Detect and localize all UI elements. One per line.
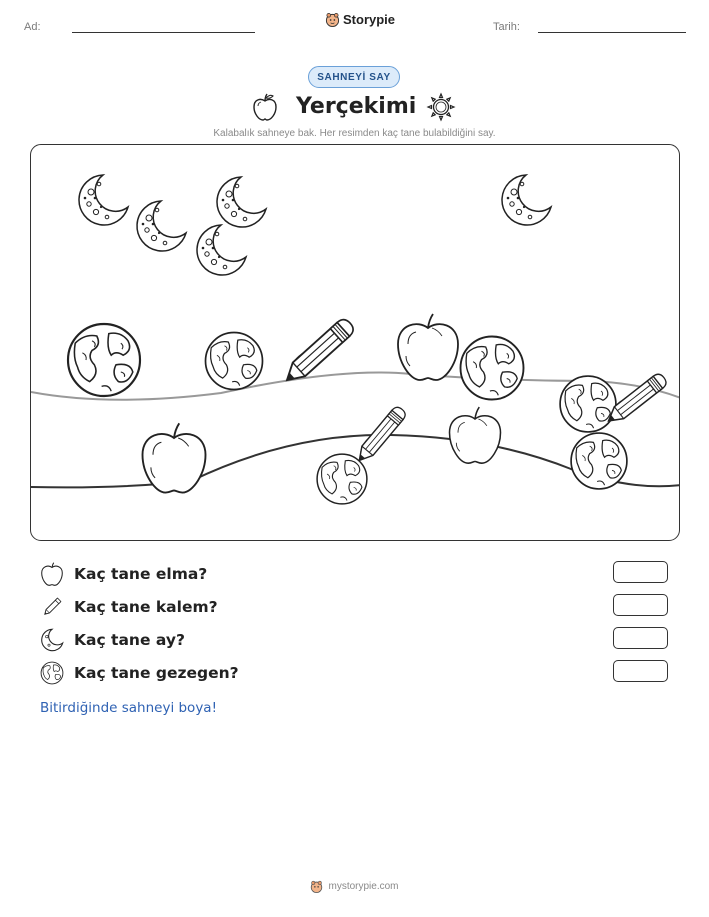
storypie-logo-icon [310, 880, 323, 893]
planet-2 [206, 333, 263, 390]
question-row-pencil [40, 594, 670, 620]
answer-box-planet[interactable] [613, 660, 668, 682]
moon-5 [502, 175, 551, 225]
planet-4 [560, 376, 616, 432]
moon-3 [217, 177, 266, 227]
page-title: Yerçekimi [296, 94, 417, 119]
apple-2 [143, 423, 206, 492]
question-text: Kaç tane elma? [74, 565, 208, 583]
footer [0, 880, 709, 893]
planet-icon [40, 661, 64, 685]
date-label: Tarih: [493, 21, 520, 33]
answer-box-pencil[interactable] [613, 594, 668, 616]
planet-1 [68, 324, 140, 396]
instructions: Kalabalık sahneye bak. Her resimden kaç tane bulabildiğini say. [213, 128, 496, 139]
moon-icon [40, 628, 64, 652]
question-row-apple [40, 561, 670, 587]
brand-logo [325, 12, 395, 27]
question-row-planet [40, 660, 670, 686]
title-row [0, 90, 709, 124]
name-line[interactable] [72, 32, 255, 33]
footer-url[interactable]: mystorypie.com [328, 881, 399, 892]
name-label: Ad: [24, 21, 41, 33]
apple-icon [251, 92, 279, 122]
activity-badge: SAHNEYİ SAY [308, 66, 400, 88]
question-text: Kaç tane kalem? [74, 598, 218, 616]
planet-3 [461, 337, 524, 400]
finish-instruction: Bitirdiğinde sahneyi boya! [40, 700, 217, 716]
apple-3 [450, 407, 501, 463]
answer-box-apple[interactable] [613, 561, 668, 583]
answer-box-moon[interactable] [613, 627, 668, 649]
date-line[interactable] [538, 32, 686, 33]
scene-drawing [31, 145, 680, 541]
question-row-moon [40, 627, 670, 653]
planet-6 [317, 454, 367, 504]
apple-1 [398, 314, 458, 380]
pencil-icon [40, 595, 64, 619]
planet-5 [571, 433, 627, 489]
apple-icon [40, 562, 64, 586]
moon-2 [137, 201, 186, 251]
sun-icon [426, 92, 456, 122]
moon-4 [197, 225, 246, 275]
question-text: Kaç tane ay? [74, 631, 185, 649]
counting-scene[interactable] [30, 144, 680, 541]
brand-name: Storypie [343, 12, 396, 27]
moon-1 [79, 175, 128, 225]
question-text: Kaç tane gezegen? [74, 664, 239, 682]
storypie-logo-icon [325, 12, 340, 27]
